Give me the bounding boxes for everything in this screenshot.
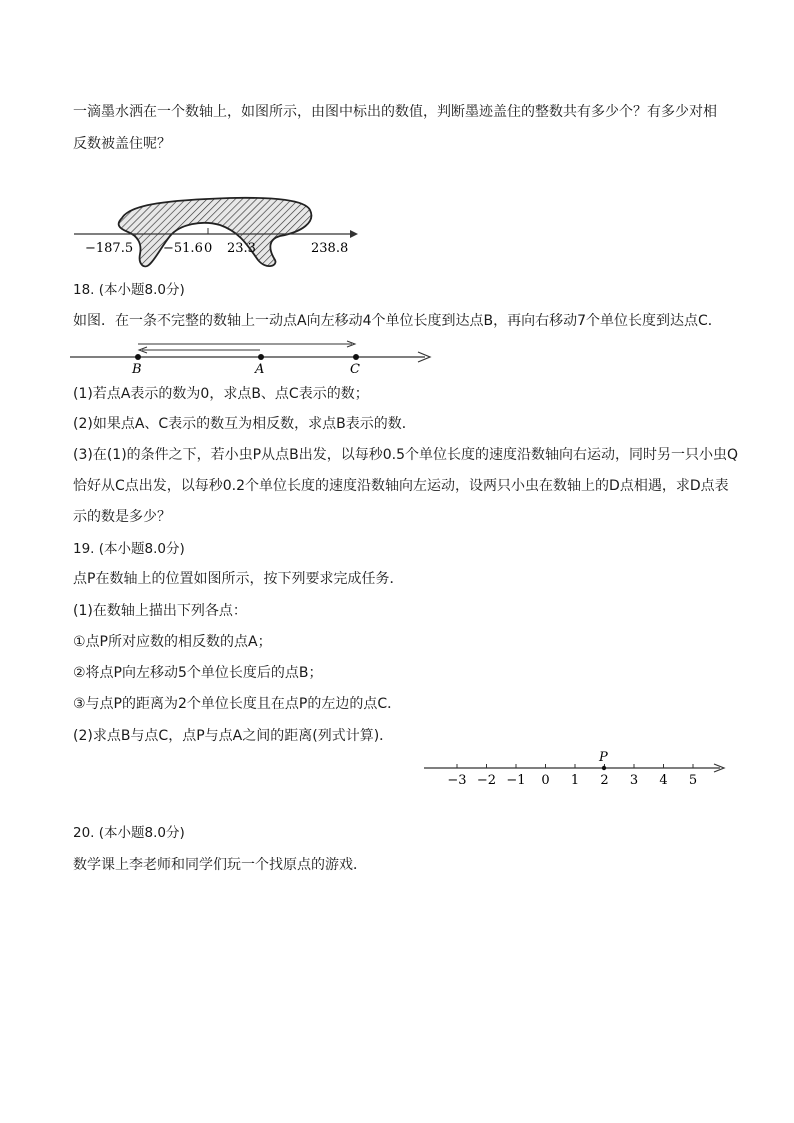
label-238-8: 238.8 — [311, 241, 349, 256]
point-p-label: P — [599, 750, 608, 765]
tick-label: −1 — [506, 773, 526, 787]
label-neg-187-5: −187.5 — [85, 241, 134, 256]
q19-item2: ②将点P向左移动5个单位长度后的点B； — [73, 665, 323, 681]
q18-intro: 如图．在一条不完整的数轴上一动点A向左移动4个单位长度到达点B，再向右移动7个单位长度到达点C． — [73, 313, 722, 329]
q18-part3-line1: (3)在(1)的条件之下，若小虫P从点B出发，以每秒0.5个单位长度的速度沿数轴向右运动，同时另一只小虫Q — [73, 447, 738, 463]
label-23-3: 23.3 — [227, 241, 256, 256]
ink-blot-number-line-figure — [70, 180, 360, 272]
point-p-dot — [602, 766, 606, 770]
tick-label: −2 — [476, 773, 497, 787]
q19-intro: 点P在数轴上的位置如图所示，按下列要求完成任务． — [73, 571, 404, 587]
q18-part3-line2: 恰好从C点出发，以每秒0.2个单位长度的速度沿数轴向左运动，设两只小虫在数轴上的D点相遇，求D点表 — [73, 478, 729, 494]
q20-header: 20. (本小题8.0分) — [73, 825, 185, 841]
q18-number-line-figure — [70, 337, 440, 377]
q20-intro: 数学课上李老师和同学们玩一个找原点的游戏． — [73, 857, 367, 873]
q19-item1: ①点P所对应数的相反数的点A； — [73, 634, 272, 650]
tick-label: 4 — [659, 773, 668, 787]
q19-number-line-figure — [422, 745, 732, 787]
tick-label: −3 — [447, 773, 467, 787]
axis-arrow — [350, 230, 358, 238]
tick-label: 1 — [570, 773, 580, 787]
point-a-label: A — [255, 362, 265, 377]
ink-blot — [119, 198, 312, 267]
point-b-dot — [135, 354, 141, 360]
q17-text-line2: 反数被盖住呢？ — [73, 136, 171, 152]
q18-part1: (1)若点A表示的数为0，求点B、点C表示的数； — [73, 386, 369, 402]
q19-part2: (2)求点B与点C，点P与点A之间的距离(列式计算)． — [73, 728, 394, 744]
tick-label: 2 — [600, 773, 609, 787]
q18-part2: (2)如果点A、C表示的数互为相反数，求点B表示的数． — [73, 416, 416, 432]
tick-label: 3 — [629, 773, 639, 787]
q19-item3: ③与点P的距离为2个单位长度且在点P的左边的点C． — [73, 696, 402, 712]
point-c-dot — [353, 354, 359, 360]
label-zero: 0 — [204, 241, 213, 256]
label-neg-51-6: −51.6 — [163, 241, 203, 256]
q18-part3-line3: 示的数是多少？ — [73, 509, 171, 525]
q18-header: 18. (本小题8.0分) — [73, 282, 185, 298]
q19-header: 19. (本小题8.0分) — [73, 541, 185, 557]
tick-label: 5 — [688, 773, 698, 787]
point-c-label: C — [350, 362, 360, 377]
point-a-dot — [258, 354, 264, 360]
tick-label: 0 — [541, 773, 550, 787]
point-b-label: B — [132, 362, 142, 377]
q17-text-line1: 一滴墨水洒在一个数轴上，如图所示，由图中标出的数值，判断墨迹盖住的整数共有多少个？有多少对相 — [73, 104, 717, 120]
q19-part1: (1)在数轴上描出下列各点： — [73, 603, 247, 619]
